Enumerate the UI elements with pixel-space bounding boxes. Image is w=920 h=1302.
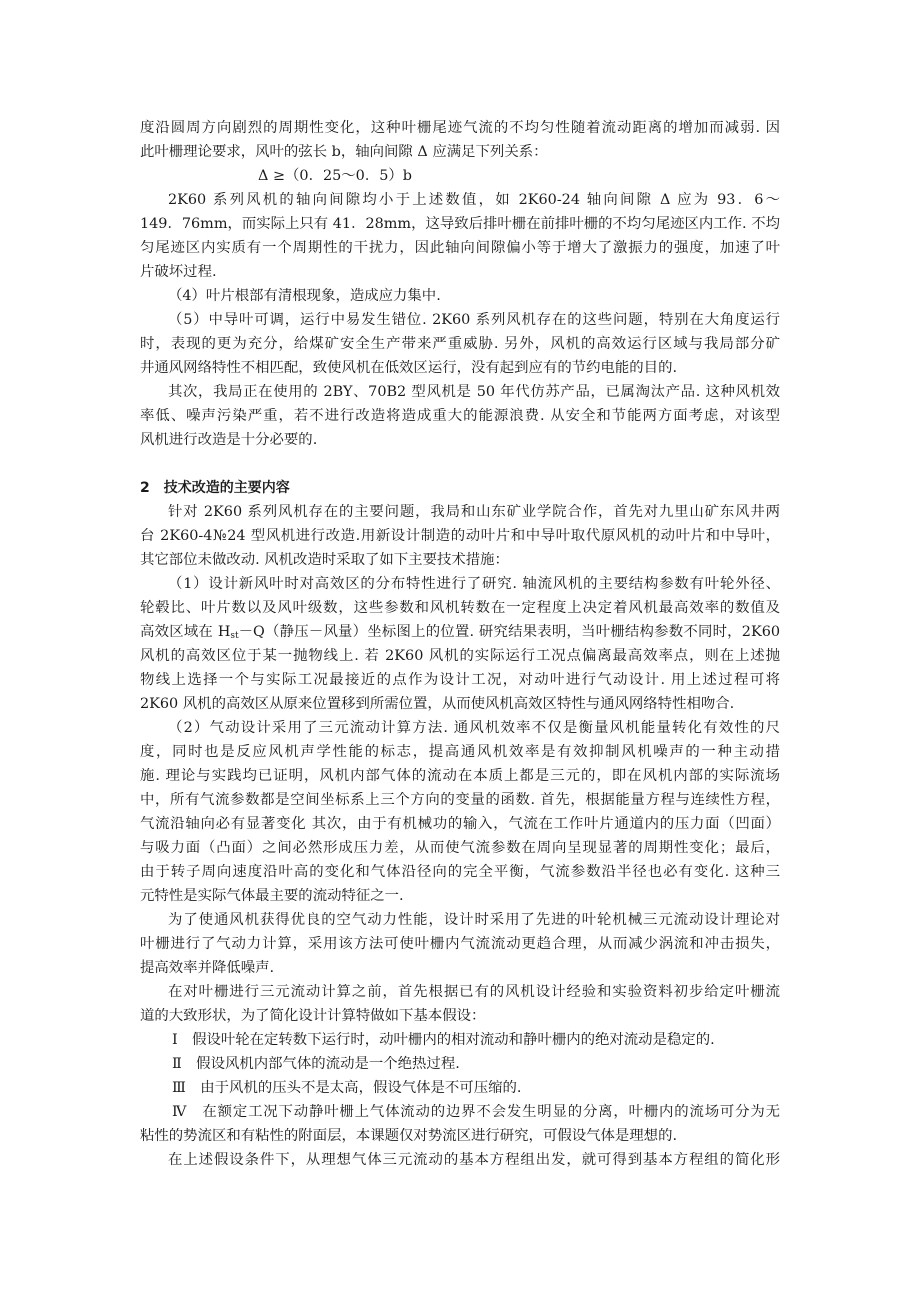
text-line: 2K60 风机的高效区从原来位置移到所需位置，从而使风机高效区特性与通风网络特性相吻合. [140,696,735,712]
text-line: 粘性的势流区和有粘性的附面层，本课题仅对势流区进行研究，可假设气体是理想的. [140,1128,678,1144]
text-line: 由于转子周向速度沿叶高的变化和气体沿径向的完全平衡，气流参数沿半径也必有变化. 这种三 [140,864,780,880]
text-line: 元特性是实际气体最主要的流动特征之一. [140,888,404,904]
text-line: 在对叶栅进行三元流动计算之前，首先根据已有的风机设计经验和实验资料初步给定叶栅流 [168,984,780,1000]
list-item: Ⅲ 由于风机的压头不是太高，假设气体是不可压缩的. [172,1080,522,1096]
text-line: 为了使通风机获得优良的空气动力性能，设计时采用了先进的叶轮机械三元流动设计理论对 [168,912,780,928]
text-line: 率低、噪声污染严重，若不进行改造将造成重大的能源浪费. 从安全和节能两方面考虑，对该型 [140,408,780,424]
text-line: （5）中导叶可调，运行中易发生错位. 2K60 系列风机存在的这些问题，特别在大角度运行 [168,312,780,328]
text-line [140,622,780,642]
text-line: 度沿圆周方向剧烈的周期性变化，这种叶栅尾迹气流的不均匀性随着流动距离的增加而减弱. 因 [140,120,780,136]
text-line: 风机进行改造是十分必要的. [140,432,318,448]
text-line: 施. 理论与实践均已证明，风机内部气体的流动在本质上都是三元的，即在风机内部的实际流场 [140,768,780,784]
text-line: 井通风网络特性不相匹配，致使风机在低效区运行，没有起到应有的节约电能的目的. [140,360,678,376]
subscript: st [230,631,239,641]
text-line: 时，表现的更为充分，给煤矿安全生产带来严重威胁. 另外，风机的高效运行区域与我局部分矿 [140,336,780,352]
text-line: 此叶栅理论要求，风叶的弦长 b，轴向间隙 Δ 应满足下列关系： [140,144,548,160]
text-line: 匀尾迹区内实质有一个周期性的干扰力，因此轴向间隙偏小等于增大了激振力的强度，加速了叶 [140,240,780,256]
text-line: （2）气动设计采用了三元流动计算方法. 通风机效率不仅是衡量风机能量转化有效性的尺 [168,720,780,736]
text-line: 149．76mm，而实际上只有 41．28mm，这导致后排叶栅在前排叶栅的不均匀尾迹区内工作. 不均 [140,216,780,232]
text-line: 其它部位未做改动. 风机改造时采取了如下主要技术措施： [140,552,509,568]
text-line: 叶栅进行了气动力计算，采用该方法可使叶栅内气流流动更趋合理，从而减少涡流和冲击损失， [140,936,780,952]
text-line: 针对 2K60 系列风机存在的主要问题，我局和山东矿业学院合作，首先对九里山矿东风井两 [168,504,780,520]
list-item: Ⅱ 假设风机内部气体的流动是一个绝热过程. [172,1056,460,1072]
text-line: 风机的高效区位于某一抛物线上. 若 2K60 风机的实际运行工况点偏离最高效率点，则在上述抛 [140,648,780,664]
list-item: Ⅰ 假设叶轮在定转数下运行时，动叶栅内的相对流动和静叶栅内的绝对流动是稳定的. [172,1032,715,1048]
section-heading: 2 技术改造的主要内容 [140,480,290,496]
text-fragment: 高效区域在 H [140,624,231,640]
text-line: 与吸力面（凸面）之间必然形成压力差，从而使气流参数在周向呈现显著的周期性变化；最后， [140,840,780,856]
text-line: 轮毂比、叶片数以及风叶级数，这些参数和风机转数在一定程度上决定着风机最高效率的数值及 [140,600,780,616]
text-line: 中，所有气流参数都是空间坐标系上三个方向的变量的函数. 首先，根据能量方程与连续性方程， [140,792,780,808]
text-line: 2K60 系列风机的轴向间隙均小于上述数值，如 2K60-24 轴向间隙 Δ 应为 93．6～ [168,192,780,208]
text-line: 在上述假设条件下，从理想气体三元流动的基本方程组出发，就可得到基本方程组的简化形 [168,1152,780,1168]
list-item: （4）叶片根部有清根现象，造成应力集中. [168,288,441,304]
text-line: （1）设计新风叶时对高效区的分布特性进行了研究. 轴流风机的主要结构参数有叶轮外径、 [168,576,780,592]
list-item: Ⅳ 在额定工况下动静叶栅上气体流动的边界不会发生明显的分离，叶栅内的流场可分为无 [172,1104,780,1120]
text-line: 片破坏过程. [140,264,217,280]
text-line: 气流沿轴向必有显著变化 其次，由于有机械功的输入，气流在工作叶片通道内的压力面（凹面） [140,816,780,832]
text-fragment: －Q（静压－风量）坐标图上的位置. 研究结果表明，当叶栅结构参数不同时，2K60 [238,624,780,640]
text-line: 其次，我局正在使用的 2BY、70B2 型风机是 50 年代仿苏产品，已属淘汰产品. 这种风机效 [168,384,780,400]
text-line: 提高效率并降低噪声. [140,960,275,976]
text-line: 物线上选择一个与实际工况最接近的点作为设计工况，对动叶进行气动设计. 用上述过程可将 [140,672,780,688]
text-line: 度，同时也是反应风机声学性能的标志，提高通风机效率是有效抑制风机噪声的一种主动措 [140,744,780,760]
text-line: 台 2K60-4№24 型风机进行改造.用新设计制造的动叶片和中导叶取代原风机的动叶片和中导叶， [140,528,780,544]
text-line: 道的大致形状，为了简化设计计算特做如下基本假设： [140,1008,486,1024]
formula: Δ ≥（0．25～0．5）b [258,168,412,184]
